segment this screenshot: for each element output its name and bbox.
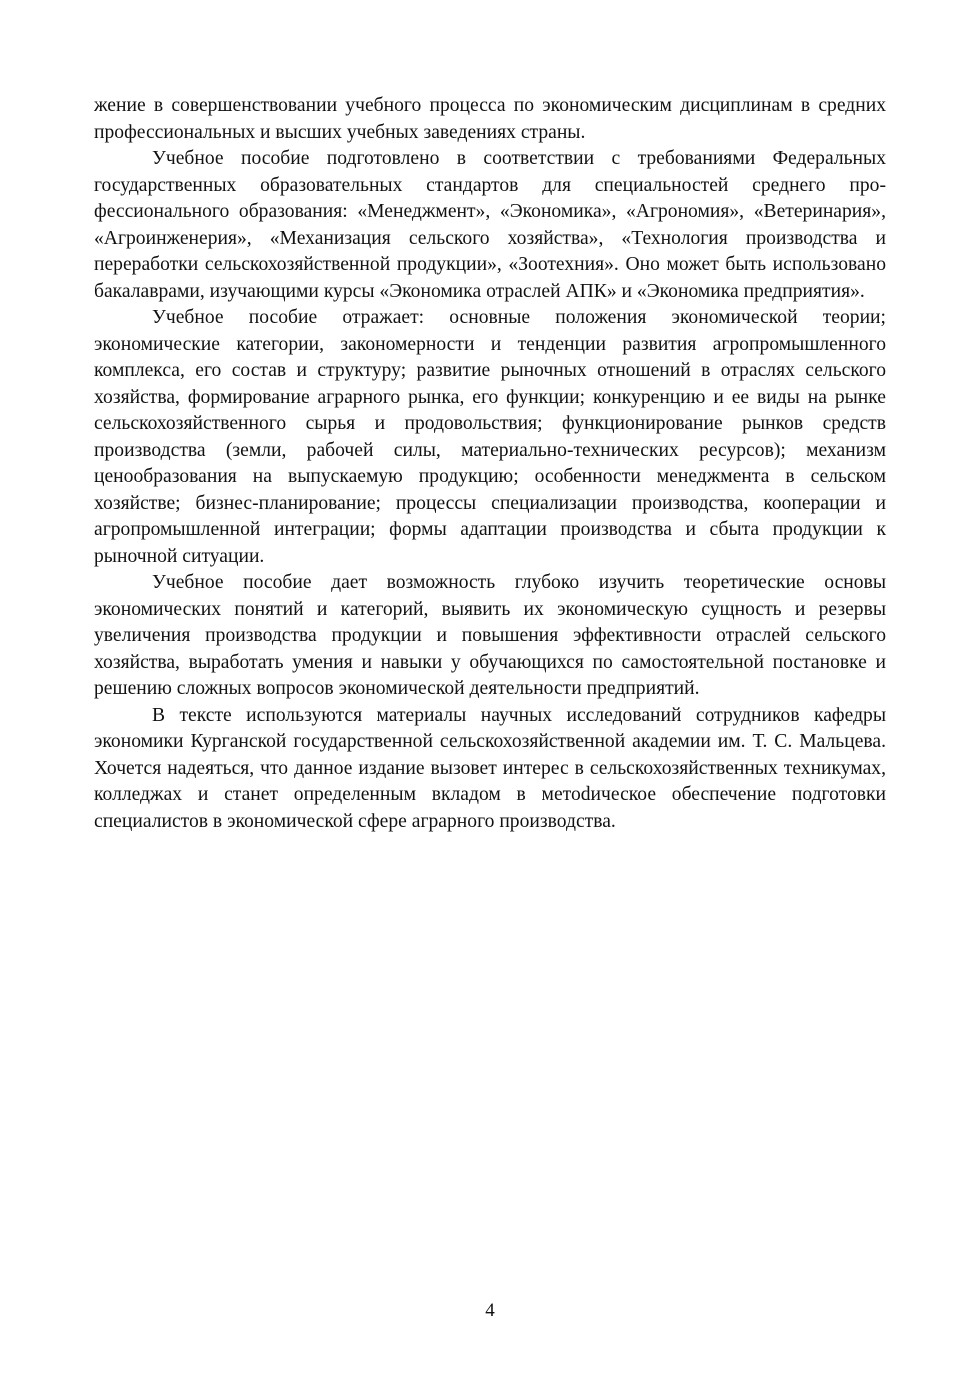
paragraph-opportunities: Учебное пособие дает возможность глубоко изучить теоретические основы экономических понятий и категорий, выявить их экономическую сущность и резервы увеличения производства продукции и повышения эффективности отраслей сельского хозяйства, выработать умения и навыки у обучающихся по самостоятельной постановке и решению сложных вопросов экономической деятельности предприятий. <box>94 572 886 699</box>
paragraph-contents: Учебное пособие отражает: основные положения экономической теории; экономические категории, закономерности и тенденции развития агропромышленного комплекса, его состав и структуру; развитие рыночных отношений в отраслях сельского хозяйства, формирование аграрного рынка, его функции; конкуренцию и ее виды на рынке сельскохозяйственного сырья и продовольствия; функционирование рынков средств производства (земли, рабочей силы, материально-технических ресурсов); механизм ценообразования на выпускаемую продукцию; особенности менеджмента в сельском хозяйстве; бизнес-планирование; процессы специализации производства, кооперации и агропромышленной интеграции; формы адаптации производства и сбыта продукции к рыночной ситуации. <box>94 307 886 567</box>
page-number: 4 <box>485 1300 495 1321</box>
paragraph-standards: Учебное пособие подготовлено в соответствии с требованиями Федеральных государственных образовательных стандартов для специальностей среднего профессионального образования: «Менеджмент», «Экономика», «Агрономия», «Ветеринария», «Агроинженерия», «Механизация сельского хозяйства», «Технология производства и переработки сельскохозяйственной продукции», «Зоотехния». Оно может быть использовано бакалаврами, изучающими курсы «Экономика отраслей АПК» и «Экономика предприятия». <box>94 148 886 302</box>
paragraph-continuation: жение в совершенствовании учебного процесса по экономическим дисциплинам в средних профессиональных и высших учебных заведениях страны. <box>94 95 886 143</box>
paragraph-materials: В тексте используются материалы научных исследований сотрудников кафедры экономики Курганской государственной сельскохозяйственной академии им. Т. С. Мальцева. Хочется надеяться, что данное издание вызовет интерес в сельскохозяйственных техникумах, колледжах и станет определенным вкладом в метоdическое обеспечение подготовки специалистов в экономической сфере аграрного производства. <box>94 704 886 832</box>
page-body <box>94 93 886 835</box>
